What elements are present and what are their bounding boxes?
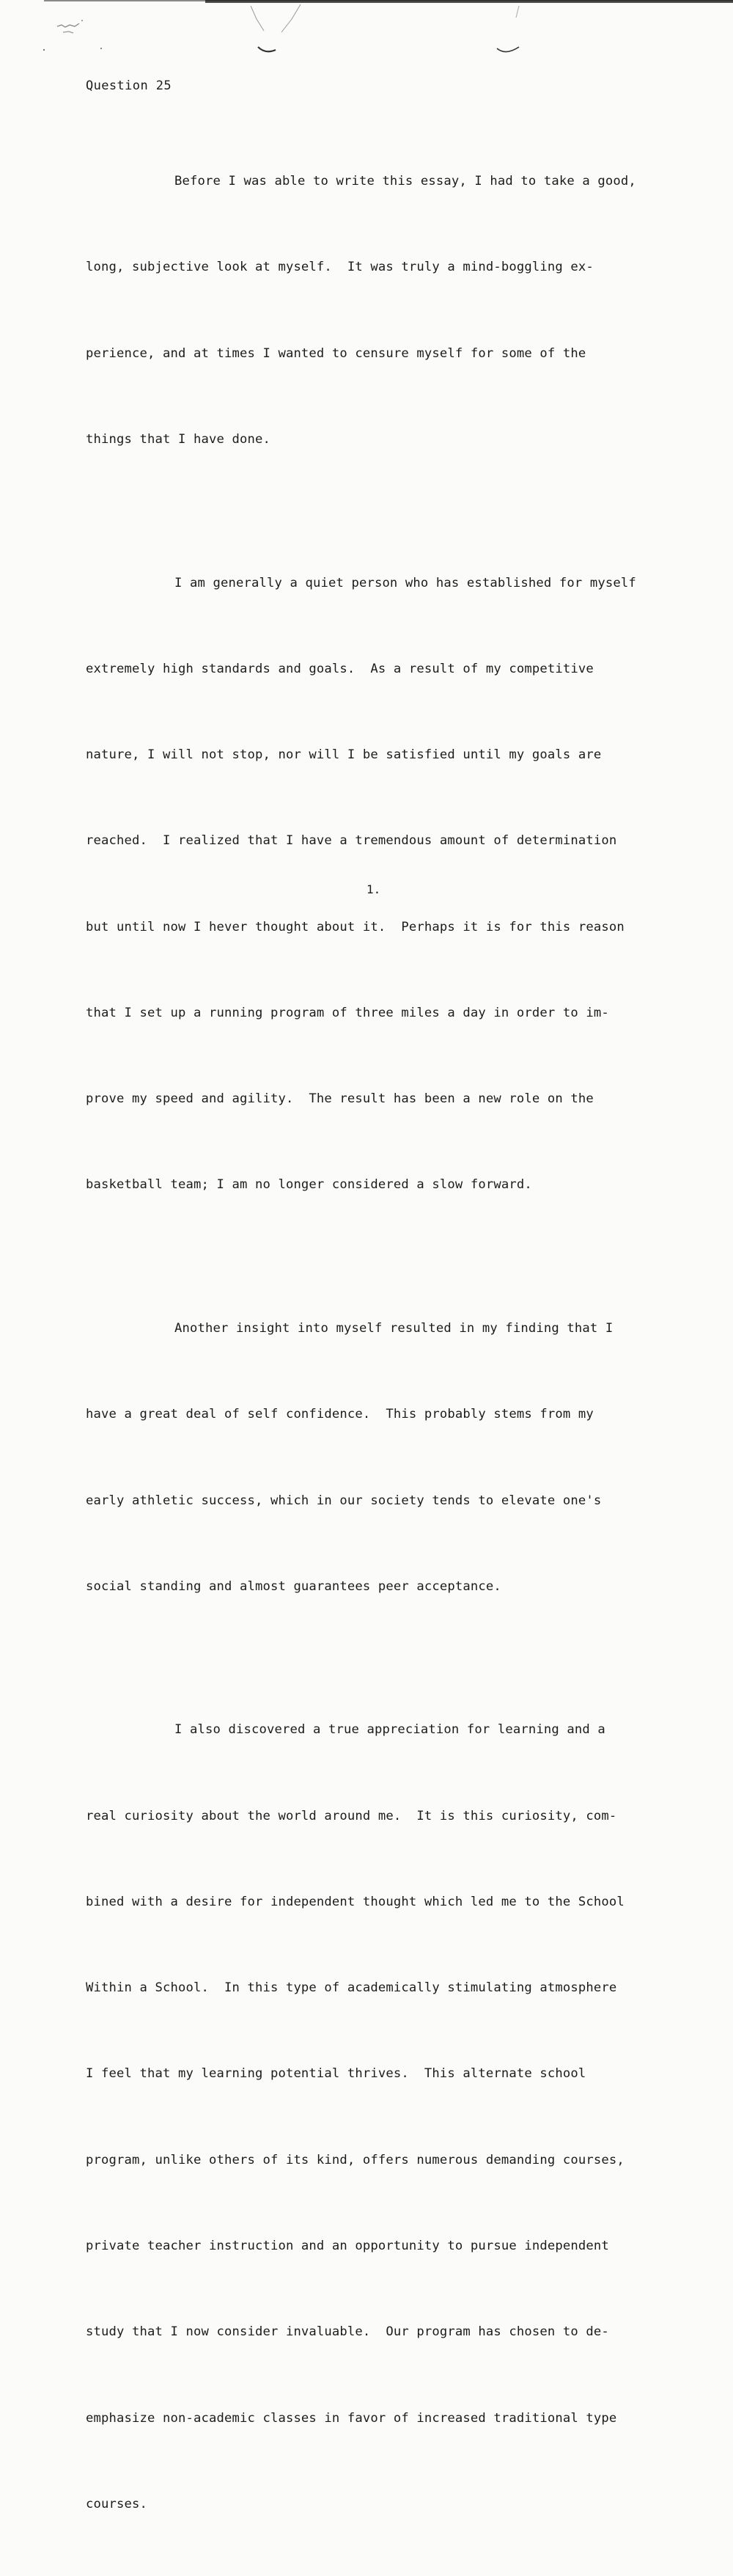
scan-marks-svg	[0, 0, 733, 88]
text-line: study that I now consider invaluable. Our program has chosen to de-	[86, 2324, 609, 2340]
text-line: prove my speed and agility. The result has been a new role on the	[86, 1091, 594, 1107]
text-line: I feel that my learning potential thrives. This alternate school	[86, 2066, 586, 2082]
paragraph-1	[86, 110, 716, 511]
text-line: perience, and at times I wanted to censure myself for some of the	[86, 345, 586, 361]
text-line: private teacher instruction and an opportunity to pursue independent	[86, 2238, 609, 2253]
question-heading: Question 25	[86, 78, 172, 93]
text-line: that I set up a running program of three miles a day in order to im-	[86, 1005, 609, 1020]
text-line: emphasize non-academic classes in favor of increased traditional type	[86, 2410, 617, 2426]
paragraph-4	[86, 1658, 716, 2576]
paragraph-2	[86, 511, 716, 1256]
text-line: bined with a desire for independent thought which led me to the School	[86, 1894, 625, 1909]
text-line: reached. I realized that I have a tremendous amount of determination	[86, 833, 617, 849]
text-line: basketball team; I am no longer considered a slow forward.	[86, 1177, 532, 1193]
text-line: but until now I hever thought about it. Perhaps it is for this reason	[86, 919, 625, 934]
text-line: courses.	[86, 2496, 147, 2511]
text-line: early athletic success, which in our society tends to elevate one's	[86, 1493, 602, 1508]
text-line: Before I was able to write this essay, I had to take a good,	[174, 174, 636, 189]
text-line: things that I have done.	[86, 432, 270, 447]
text-line: I also discovered a true appreciation for learning and a	[174, 1722, 605, 1738]
text-line: long, subjective look at myself. It was truly a mind-boggling ex-	[86, 260, 594, 275]
text-line: social standing and almost guarantees peer acceptance.	[86, 1578, 501, 1594]
text-line: Another insight into myself resulted in my finding that I	[174, 1320, 614, 1336]
text-line: real curiosity about the world around me. It is this curiosity, com-	[86, 1808, 617, 1823]
text-line: extremely high standards and goals. As a result of my competitive	[86, 661, 594, 676]
text-line: I am generally a quiet person who has established for myself	[174, 575, 636, 590]
paragraph-3	[86, 1257, 716, 1658]
text-line: program, unlike others of its kind, offers numerous demanding courses,	[86, 2152, 625, 2167]
text-line: Within a School. In this type of academically stimulating atmosphere	[86, 1980, 617, 1996]
essay-page	[86, 78, 716, 2576]
text-line: nature, I will not stop, nor will I be satisfied until my goals are	[86, 747, 602, 763]
page-number: 1.	[366, 882, 381, 896]
text-line: have a great deal of self confidence. This probably stems from my	[86, 1407, 594, 1422]
